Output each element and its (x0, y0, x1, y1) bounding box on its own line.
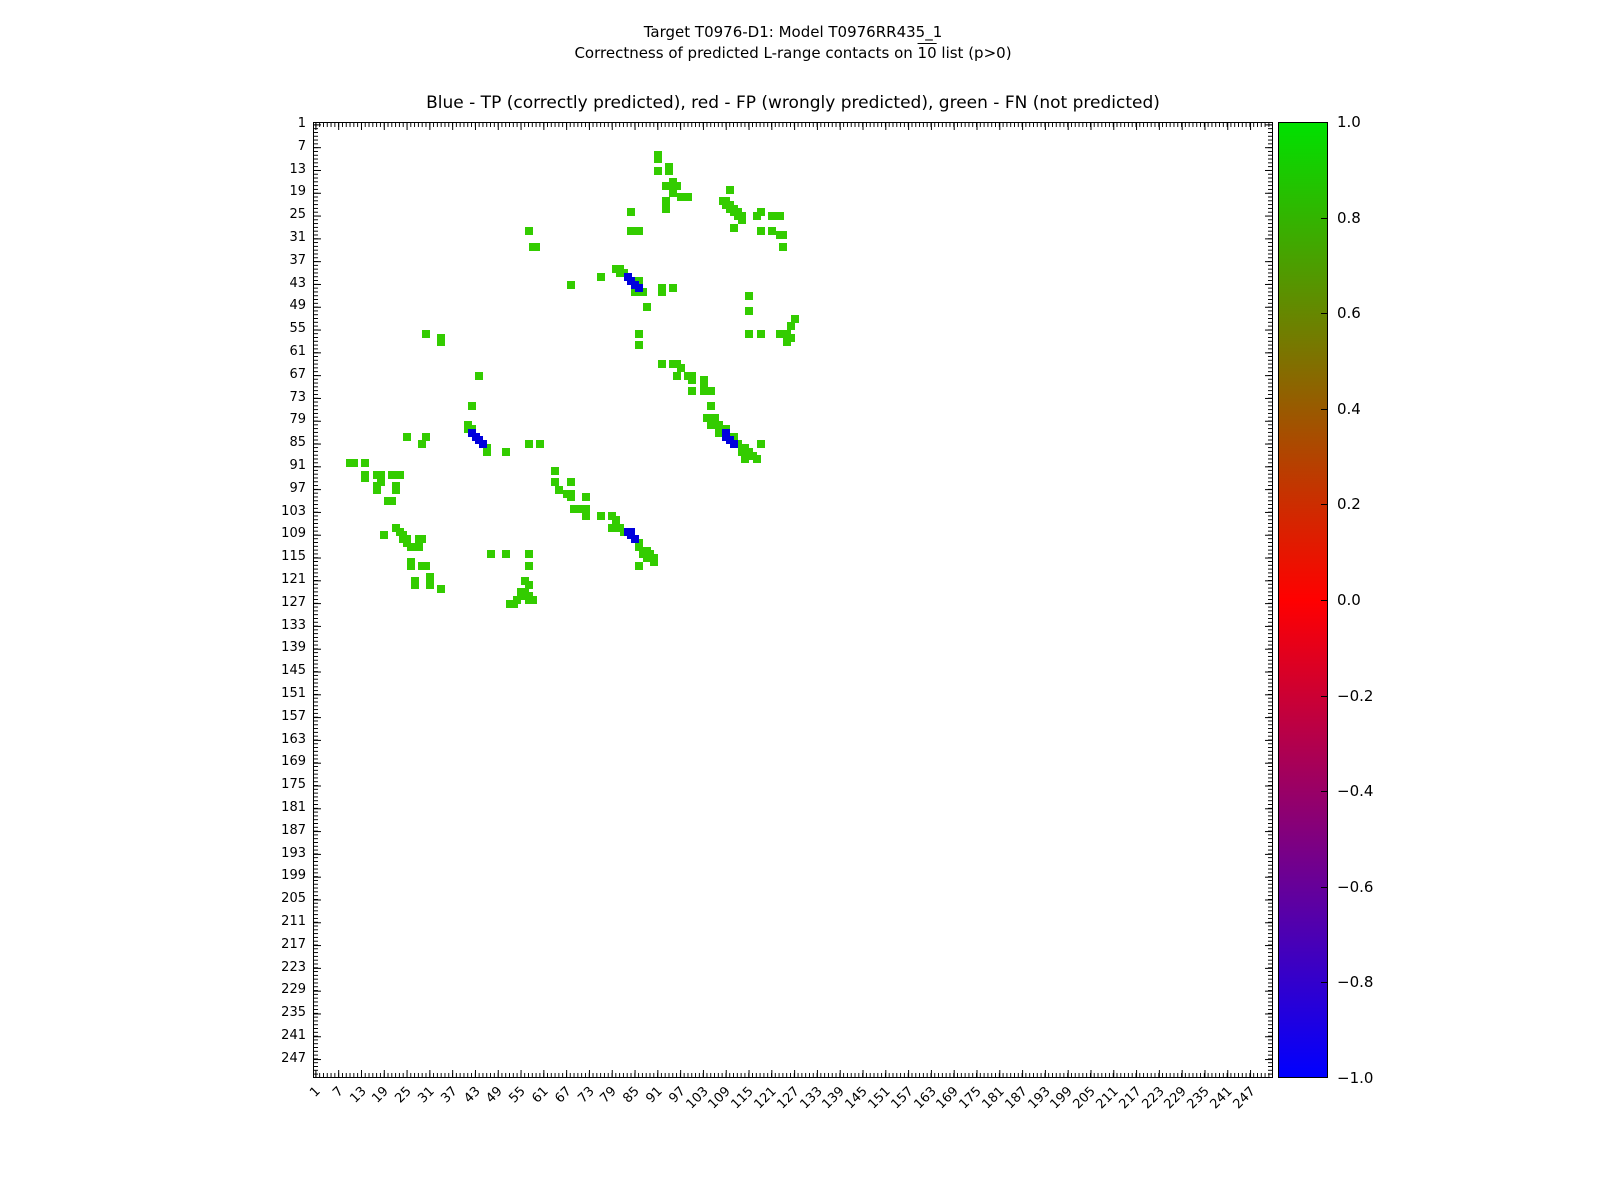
y-tick-label: 103 (281, 503, 306, 519)
y-tick-label: 187 (281, 822, 306, 838)
fn-contact-point (688, 376, 696, 384)
fn-contact-point (684, 193, 692, 201)
fn-contact-point (627, 208, 635, 216)
fn-contact-point (422, 330, 430, 338)
fn-contact-point (757, 227, 765, 235)
fn-contact-point (650, 558, 658, 566)
fn-contact-point (745, 330, 753, 338)
fn-contact-point (757, 330, 765, 338)
fn-contact-point (776, 212, 784, 220)
x-tick-label-text: 97 (666, 1084, 689, 1107)
colorbar-tick (1321, 791, 1327, 792)
fn-contact-point (392, 486, 400, 494)
colorbar-tick-label: −0.8 (1337, 973, 1374, 992)
y-tick-label: 157 (281, 708, 306, 724)
fn-contact-point (525, 562, 533, 570)
x-tick-label-text: 103 (682, 1084, 712, 1113)
y-tick-label: 235 (281, 1005, 306, 1021)
colorbar-tick (1321, 982, 1327, 983)
y-tick-label: 91 (289, 457, 306, 473)
y-tick-label: 61 (289, 343, 306, 359)
fn-contact-point (418, 440, 426, 448)
y-tick-label: 67 (289, 366, 306, 382)
fn-contact-point (662, 205, 670, 213)
y-tick-label: 247 (281, 1050, 306, 1066)
figure-title: Target T0976-D1: Model T0976RR435_1 (643, 23, 943, 41)
fn-contact-point (483, 448, 491, 456)
x-tick-label-text: 169 (933, 1084, 962, 1113)
y-tick-label: 13 (289, 161, 306, 177)
fn-contact-point (730, 224, 738, 232)
fn-contact-point (551, 467, 559, 475)
x-tick-label-text: 37 (438, 1084, 461, 1107)
fn-contact-point (396, 471, 404, 479)
fn-contact-point (582, 512, 590, 520)
fn-contact-point (361, 459, 369, 467)
colorbar-tick (1321, 218, 1327, 219)
x-tick-label-text: 85 (620, 1084, 643, 1107)
fn-contact-point (707, 402, 715, 410)
y-tick-label: 193 (281, 845, 306, 861)
y-tick-label: 217 (281, 936, 306, 952)
y-tick-label: 1 (297, 115, 306, 131)
colorbar-tick-label: −0.2 (1337, 686, 1374, 705)
fn-contact-point (475, 372, 483, 380)
fn-contact-point (426, 581, 434, 589)
fn-contact-point (643, 303, 651, 311)
fn-contact-point (529, 596, 537, 604)
x-tick-label-text: 223 (1138, 1084, 1168, 1113)
fn-contact-point (502, 448, 510, 456)
fn-contact-point (688, 387, 696, 395)
fn-contact-point (753, 455, 761, 463)
x-tick-label-text: 217 (1116, 1084, 1145, 1113)
fn-contact-point (738, 216, 746, 224)
colorbar-tick-label: 0.8 (1337, 208, 1361, 227)
fn-contact-point (350, 459, 358, 467)
fn-contact-point (597, 512, 605, 520)
fn-contact-point (753, 212, 761, 220)
y-tick-label: 73 (289, 389, 306, 405)
y-tick-label: 199 (281, 868, 306, 884)
fn-contact-point (567, 478, 575, 486)
y-tick-label: 205 (281, 891, 306, 907)
fn-contact-point (635, 562, 643, 570)
y-tick-label: 115 (281, 549, 306, 565)
fn-contact-point (745, 292, 753, 300)
x-tick-label-text: 247 (1230, 1084, 1259, 1113)
fn-contact-point (415, 543, 423, 551)
y-tick-label: 127 (281, 594, 306, 610)
y-tick-label: 163 (281, 731, 306, 747)
y-tick-label: 19 (289, 184, 306, 200)
x-tick-label-text: 241 (1207, 1084, 1236, 1113)
fn-contact-point (726, 186, 734, 194)
fn-contact-point (502, 550, 510, 558)
x-tick-label-text: 25 (392, 1084, 415, 1107)
fn-contact-point (411, 581, 419, 589)
x-tick-label-text: 31 (415, 1084, 438, 1107)
fn-contact-point (582, 493, 590, 501)
x-tick-label-text: 163 (910, 1084, 940, 1113)
y-tick-label: 43 (289, 275, 306, 291)
tp-contact-point (635, 284, 643, 292)
x-tick-label-text: 139 (819, 1084, 848, 1113)
x-tick-label-text: 175 (956, 1084, 985, 1113)
x-tick-label-text: 1 (307, 1084, 324, 1101)
colorbar-tick-label: −0.4 (1337, 782, 1374, 801)
x-tick-label-text: 235 (1184, 1084, 1213, 1113)
fn-contact-point (665, 167, 673, 175)
fn-contact-point (745, 307, 753, 315)
fn-contact-point (403, 433, 411, 441)
colorbar-tick-label: 1.0 (1337, 113, 1361, 131)
x-tick-label-text: 61 (529, 1084, 552, 1107)
x-tick-label-text: 187 (1002, 1084, 1031, 1113)
fn-contact-point (532, 243, 540, 251)
x-tick-label-text: 115 (728, 1084, 757, 1113)
fn-contact-point (468, 402, 476, 410)
fn-contact-point (487, 550, 495, 558)
x-tick-label-text: 91 (643, 1084, 666, 1107)
y-tick-label: 79 (289, 412, 306, 428)
fn-contact-point (669, 284, 677, 292)
fn-contact-point (635, 330, 643, 338)
fn-contact-point (658, 360, 666, 368)
axes-title-legend: Blue - TP (correctly predicted), red - FP (wrongly predicted), green - FN (not predicted) (426, 93, 1160, 113)
colorbar-tick-label: 0.0 (1337, 591, 1361, 609)
fn-contact-point (658, 288, 666, 296)
x-tick-label-text: 127 (774, 1084, 803, 1113)
y-tick-label: 37 (289, 252, 306, 268)
fn-contact-point (380, 531, 388, 539)
fn-contact-point (525, 550, 533, 558)
fn-contact-point (779, 243, 787, 251)
x-tick-label-text: 193 (1024, 1084, 1054, 1113)
fn-contact-point (525, 227, 533, 235)
fn-contact-point (635, 341, 643, 349)
fn-contact-point (654, 167, 662, 175)
fn-contact-point (567, 281, 575, 289)
x-tick-label-text: 181 (979, 1084, 1008, 1113)
fn-contact-point (673, 372, 681, 380)
fn-contact-point (741, 455, 749, 463)
y-tick-label: 25 (289, 207, 306, 223)
fn-contact-point (654, 155, 662, 163)
plot-area (313, 122, 1273, 1078)
y-tick-label: 7 (297, 138, 306, 154)
fn-contact-point (388, 497, 396, 505)
colorbar-tick-label: −1.0 (1337, 1069, 1374, 1087)
y-tick-label: 139 (281, 640, 306, 656)
colorbar-tick-label: −0.6 (1337, 877, 1374, 896)
y-axis-left-ticks (314, 123, 321, 1077)
x-tick-label-text: 211 (1093, 1084, 1122, 1113)
colorbar-tick-label: 0.4 (1337, 399, 1361, 418)
x-tick-label-text: 67 (552, 1084, 575, 1107)
colorbar-tick (1321, 504, 1327, 505)
x-tick-label-text: 121 (751, 1084, 780, 1113)
y-tick-label: 229 (281, 982, 306, 998)
colorbar-tick-label: 0.2 (1337, 495, 1361, 514)
x-tick-label-text: 151 (865, 1084, 894, 1113)
y-tick-label: 181 (281, 799, 306, 815)
tp-contact-point (479, 440, 487, 448)
colorbar-tick (1321, 696, 1327, 697)
colorbar-tick (1321, 409, 1327, 410)
fn-contact-point (567, 493, 575, 501)
tp-contact-point (631, 535, 639, 543)
colorbar-tick (1321, 887, 1327, 888)
y-tick-label: 211 (281, 913, 306, 929)
x-tick-label-text: 19 (369, 1084, 392, 1107)
x-tick-label-text: 199 (1047, 1084, 1076, 1113)
fn-contact-point (597, 273, 605, 281)
y-tick-label: 169 (281, 754, 306, 770)
x-axis-top-ticks (314, 123, 1272, 130)
y-tick-label: 241 (281, 1027, 306, 1043)
x-tick-label-text: 133 (796, 1084, 826, 1113)
x-tick-label-text: 55 (506, 1084, 529, 1107)
fn-contact-point (437, 338, 445, 346)
y-tick-label: 85 (289, 435, 306, 451)
y-axis-right-ticks (1265, 123, 1272, 1077)
x-tick-label-text: 229 (1161, 1084, 1190, 1113)
y-tick-label: 31 (289, 229, 306, 245)
x-tick-label-text: 73 (574, 1084, 598, 1107)
y-tick-label: 55 (289, 321, 306, 337)
y-tick-label: 175 (281, 777, 306, 793)
x-tick-label-text: 205 (1070, 1084, 1099, 1113)
y-tick-label: 109 (281, 526, 306, 542)
y-tick-label: 49 (289, 298, 306, 314)
fn-contact-point (779, 231, 787, 239)
subtitle-overlined-number: 10 (917, 44, 937, 62)
x-tick-label-text: 157 (888, 1084, 917, 1113)
fn-contact-point (407, 562, 415, 570)
y-tick-label: 151 (281, 685, 306, 701)
fn-contact-point (361, 474, 369, 482)
fn-contact-point (536, 440, 544, 448)
fn-contact-point (437, 585, 445, 593)
subtitle-suffix: list (p>0) (936, 44, 1012, 62)
subtitle-prefix: Correctness of predicted L-range contacts on (574, 44, 918, 62)
fn-contact-point (707, 387, 715, 395)
fn-contact-point (525, 440, 533, 448)
fn-contact-point (757, 440, 765, 448)
fn-contact-point (422, 562, 430, 570)
x-tick-label-text: 49 (483, 1084, 506, 1107)
x-axis-bottom-ticks (314, 1070, 1272, 1077)
colorbar-tick (1321, 600, 1327, 601)
y-tick-label: 223 (281, 959, 306, 975)
fn-contact-point (635, 227, 643, 235)
fn-contact-point (373, 486, 381, 494)
x-tick-label-text: 7 (329, 1084, 347, 1101)
x-tick-label-text: 79 (597, 1084, 620, 1107)
fn-contact-point (783, 338, 791, 346)
figure-subtitle (313, 44, 1273, 62)
y-tick-label: 145 (281, 663, 306, 679)
y-tick-label: 121 (281, 571, 306, 587)
colorbar-tick (1321, 313, 1327, 314)
tp-contact-point (730, 440, 738, 448)
x-tick-label-text: 13 (346, 1084, 370, 1107)
x-tick-label-text: 145 (842, 1084, 871, 1113)
colorbar-tick-label: 0.6 (1337, 304, 1361, 323)
fn-contact-point (510, 600, 518, 608)
x-tick-label-text: 43 (460, 1084, 484, 1107)
x-tick-label-text: 109 (705, 1084, 734, 1113)
y-tick-label: 133 (281, 617, 306, 633)
y-tick-label: 97 (289, 480, 306, 496)
